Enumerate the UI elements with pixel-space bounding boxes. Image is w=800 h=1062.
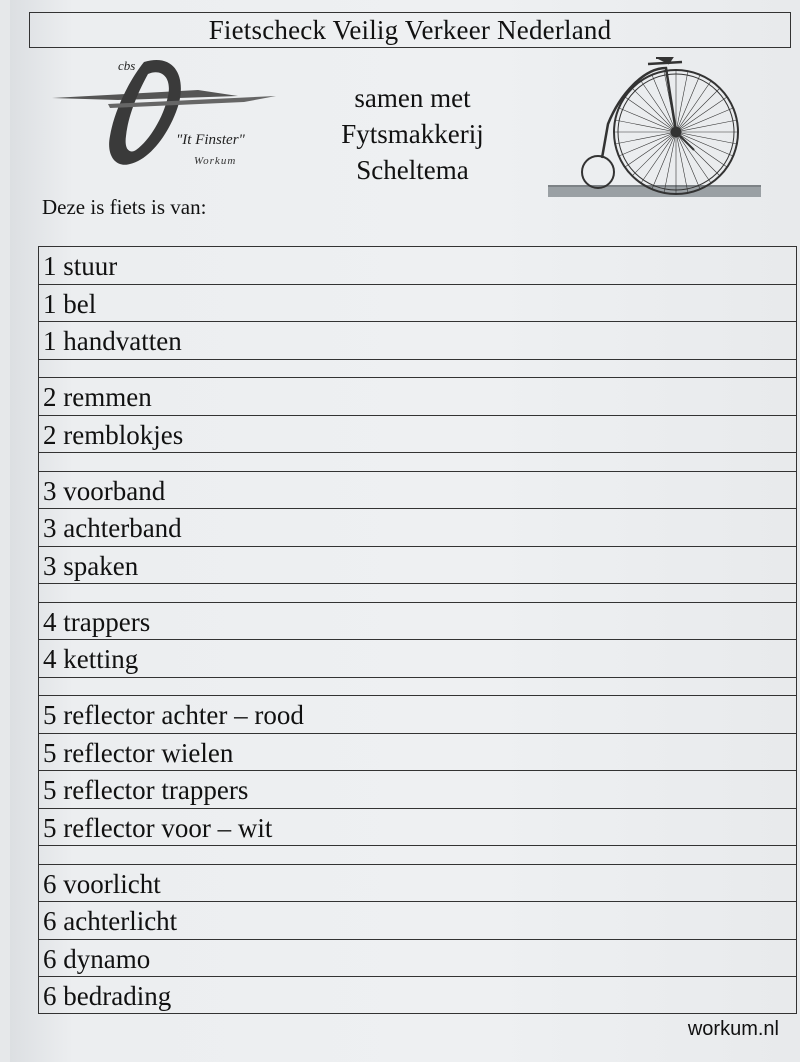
checklist-row: 2 remmen xyxy=(39,377,796,415)
checklist-row: 1 stuur xyxy=(39,246,796,284)
checklist-separator-row xyxy=(39,452,796,471)
watermark: workum.nl xyxy=(687,1018,779,1040)
checklist-row: 5 reflector voor – wit xyxy=(39,808,796,846)
checklist-separator-row xyxy=(39,359,796,378)
checklist-row: 6 achterlicht xyxy=(39,901,796,939)
checklist-separator-row xyxy=(39,677,796,696)
checklist-row: 3 achterband xyxy=(39,508,796,546)
logo-name-text: "It Finster" xyxy=(176,132,245,148)
school-logo-icon xyxy=(48,52,288,172)
checklist-row: 5 reflector achter – rood xyxy=(39,695,796,733)
checklist-row: 2 remblokjes xyxy=(39,415,796,453)
partner-line: Scheltema xyxy=(356,155,469,185)
page-title-text: Fietscheck Veilig Verkeer Nederland xyxy=(208,14,612,45)
checklist-row: 6 voorlicht xyxy=(39,864,796,902)
checklist-separator-row xyxy=(39,845,796,864)
checklist-row: 3 voorband xyxy=(39,471,796,509)
checklist-row: 6 dynamo xyxy=(39,939,796,977)
checklist-row: 5 reflector wielen xyxy=(39,733,796,771)
logo-top-text: cbs xyxy=(118,58,136,73)
checklist-table xyxy=(38,246,797,1014)
owner-label: Deze is fiets is van: xyxy=(42,195,207,219)
checklist-separator-row xyxy=(39,583,796,602)
partner-line: Fytsmakkerij xyxy=(341,119,484,149)
checklist-row: 1 bel xyxy=(39,284,796,322)
page-title xyxy=(29,12,791,48)
checklist-row: 3 spaken xyxy=(39,546,796,584)
logo-place-text: Workum xyxy=(194,155,237,167)
checklist-row: 6 bedrading xyxy=(39,976,796,1014)
checklist-row: 1 handvatten xyxy=(39,321,796,359)
checklist-row: 5 reflector trappers xyxy=(39,770,796,808)
checklist-row: 4 ketting xyxy=(39,639,796,677)
penny-farthing-icon xyxy=(548,54,763,200)
partner-block xyxy=(300,80,525,188)
checklist-row: 4 trappers xyxy=(39,602,796,640)
partner-line: samen met xyxy=(354,83,471,113)
